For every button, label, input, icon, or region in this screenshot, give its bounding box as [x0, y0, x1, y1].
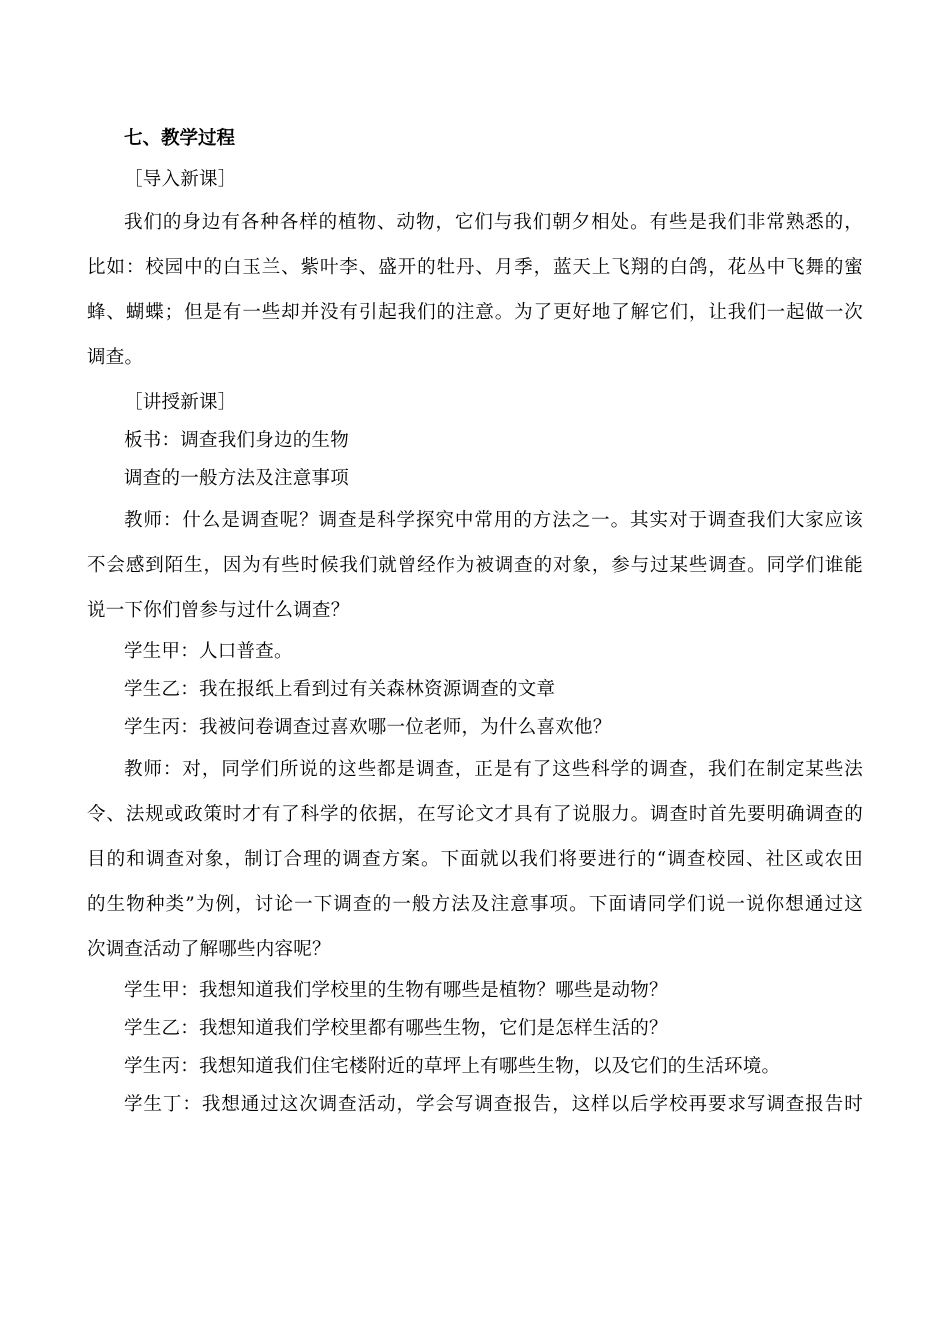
paragraph-line: 目的和调查对象，制订合理的调查方案。下面就以我们将要进行的“调查校园、社区或农田	[87, 849, 863, 870]
paragraph-line: 教师：对，同学们所说的这些都是调查，正是有了这些科学的调查，我们在制定某些法	[124, 759, 863, 780]
paragraph-line: 调查。	[87, 347, 144, 368]
paragraph-line: 说一下你们曾参与过什么调查？	[87, 600, 350, 621]
student-answer: 学生乙：我在报纸上看到过有关森林资源调查的文章	[124, 679, 556, 700]
paragraph-line: 蜂、蝴蝶；但是有一些却并没有引起我们的注意。为了更好地了解它们，让我们一起做一次	[87, 302, 863, 323]
teacher-paragraph-2	[87, 747, 863, 972]
paragraph-line: 不会感到陌生，因为有些时候我们就曾经作为被调查的对象，参与过某些调查。同学们谁能	[87, 555, 863, 576]
student-answer: 学生丁：我想通过这次调查活动，学会写调查报告，这样以后学校再要求写调查报告时	[124, 1094, 863, 1115]
intro-label: ［导入新课］	[124, 169, 237, 190]
student-answers-1	[87, 633, 863, 747]
lecture-subtitle: 调查的一般方法及注意事项	[124, 468, 350, 489]
lecture-label: ［讲授新课］	[124, 392, 237, 413]
student-answer: 学生甲：我想知道我们学校里的生物有哪些是植物？哪些是动物？	[124, 980, 668, 1001]
paragraph-line: 比如：校园中的白玉兰、紫叶李、盛开的牡丹、月季，蓝天上飞翔的白鸽，花丛中飞舞的蜜	[87, 257, 863, 278]
lecture-header-block	[87, 384, 863, 498]
intro-paragraph	[87, 200, 863, 380]
paragraph-line: 的生物种类”为例，讨论一下调查的一般方法及注意事项。下面请同学们说一说你想通过这	[87, 894, 863, 915]
student-answer: 学生乙：我想知道我们学校里都有哪些生物，它们是怎样生活的？	[124, 1018, 668, 1039]
student-answers-2	[87, 972, 863, 1124]
student-answer: 学生甲：人口普查。	[124, 641, 293, 662]
student-answer: 学生丙：我被问卷调查过喜欢哪一位老师，为什么喜欢他？	[124, 717, 612, 738]
paragraph-line: 教师：什么是调查呢？调查是科学探究中常用的方法之一。其实对于调查我们大家应该	[124, 510, 863, 531]
paragraph-line: 次调查活动了解哪些内容呢？	[87, 939, 331, 960]
document-body	[87, 122, 863, 1124]
teacher-paragraph-1	[87, 498, 863, 633]
board-writing: 板书：调查我们身边的生物	[124, 430, 350, 451]
paragraph-line: 我们的身边有各种各样的植物、动物，它们与我们朝夕相处。有些是我们非常熟悉的，	[124, 212, 863, 233]
student-answer: 学生丙：我想知道我们住宅楼附近的草坪上有哪些生物，以及它们的生活环境。	[124, 1056, 781, 1077]
paragraph-line: 令、法规或政策时才有了科学的依据，在写论文才具有了说服力。调查时首先要明确调查的	[87, 804, 863, 825]
section-heading: 七、教学过程	[124, 128, 236, 149]
